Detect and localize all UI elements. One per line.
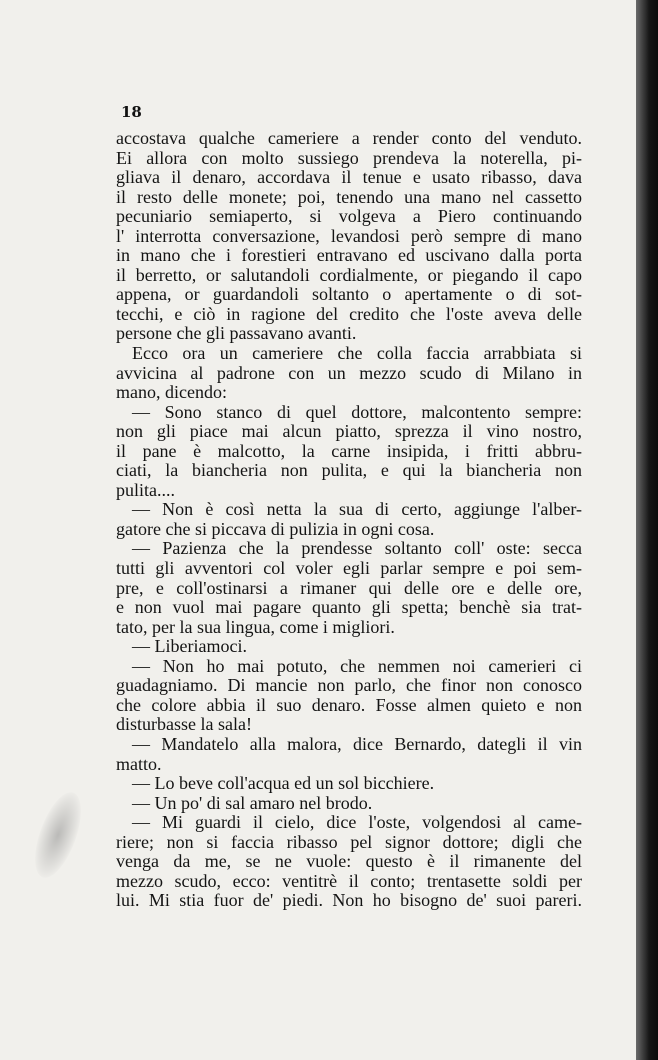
text-line: pecuniario semiaperto, si volgeva a Piero continuando (116, 206, 582, 227)
text-line: venga da me, se ne vuole: questo è il rimanente del (116, 851, 582, 872)
text-line: tutti gli avventori col voler egli parlar sempre e poi sem- (116, 558, 582, 579)
text-line: Ei allora con molto sussiego prendeva la noterella, pi- (116, 147, 582, 168)
text-line: guadagniamo. Di mancie non parlo, che finor non conosco (116, 675, 582, 696)
text-line: avvicina al padrone con un mezzo scudo di Milano in (116, 362, 582, 383)
text-line: il resto delle monete; poi, tenendo una mano nel cassetto (116, 186, 582, 207)
text-line: Ecco ora un cameriere che colla faccia arrabbiata si (132, 343, 582, 364)
text-line: — Pazienza che la prendesse soltanto coll' oste: secca (132, 538, 582, 559)
text-line: — Un po' di sal amaro nel brodo. (132, 792, 373, 813)
text-line: tecchi, e ciò in ragione del credito che l'oste aveva delle (116, 303, 582, 324)
text-line: riere; non si faccia ribasso pel signor dottore; digli che (116, 831, 582, 852)
text-line: il pane è malcotto, la carne insipida, i fritti abbru- (116, 440, 582, 461)
text-line: — Mandatelo alla malora, dice Bernardo, dategli il vin (132, 733, 582, 754)
text-line: gatore che si piccava di pulizia in ogni cosa. (116, 518, 435, 539)
text-line: — Mi guardi il cielo, dice l'oste, volgendosi al came- (132, 812, 582, 833)
text-line: tato, per la sua lingua, come i migliori. (116, 616, 395, 637)
text-line: lui. Mi stia fuor de' piedi. Non ho bisogno de' suoi pareri. (116, 890, 582, 911)
page-edge-shadow (636, 0, 658, 1060)
text-line: mano, dicendo: (116, 382, 227, 403)
text-line: l' interrotta conversazione, levandosi però sempre di mano (116, 225, 582, 246)
body-text (116, 129, 582, 911)
text-line: — Non ho mai potuto, che nemmen noi camerieri ci (132, 655, 582, 676)
text-line: gliava il denaro, accordava il tenue e usato ribasso, dava (116, 167, 582, 188)
text-line: persone che gli passavano avanti. (116, 323, 357, 344)
text-line: pre, e coll'ostinarsi a rimaner qui delle ore e delle ore, (116, 577, 582, 598)
text-line: che colore abbia il suo denaro. Fosse almen quieto e non (116, 694, 582, 715)
text-line: — Liberiamoci. (132, 636, 247, 657)
text-line: non gli piace mai alcun piatto, sprezza il vino nostro, (116, 421, 582, 442)
text-line: appena, or guardandoli soltanto o apertamente o di sot- (116, 284, 582, 305)
text-line: — Non è così netta la sua di certo, aggiunge l'alber- (132, 499, 582, 520)
text-line: matto. (116, 753, 162, 774)
text-line: e non vuol mai pagare quanto gli spetta; benchè sia trat- (116, 597, 582, 618)
page-number: 18 (121, 103, 142, 121)
text-line: ciati, la biancheria non pulita, e qui la biancheria non (116, 460, 582, 481)
text-line: mezzo scudo, ecco: ventitrè il conto; trentasette soldi per (116, 870, 582, 891)
text-line: in mano che i forestieri entravano ed uscivano dalla porta (116, 245, 582, 266)
text-line: pulita.... (116, 479, 175, 500)
text-line: — Sono stanco di quel dottore, malcontento sempre: (132, 401, 582, 422)
page-stain (26, 787, 91, 884)
text-line: il berretto, or salutandoli cordialmente, or piegando il capo (116, 264, 582, 285)
text-line: accostava qualche cameriere a render conto del venduto. (116, 128, 582, 148)
text-line: — Lo beve coll'acqua ed un sol bicchiere. (132, 773, 435, 794)
text-line: disturbasse la sala! (116, 714, 252, 735)
